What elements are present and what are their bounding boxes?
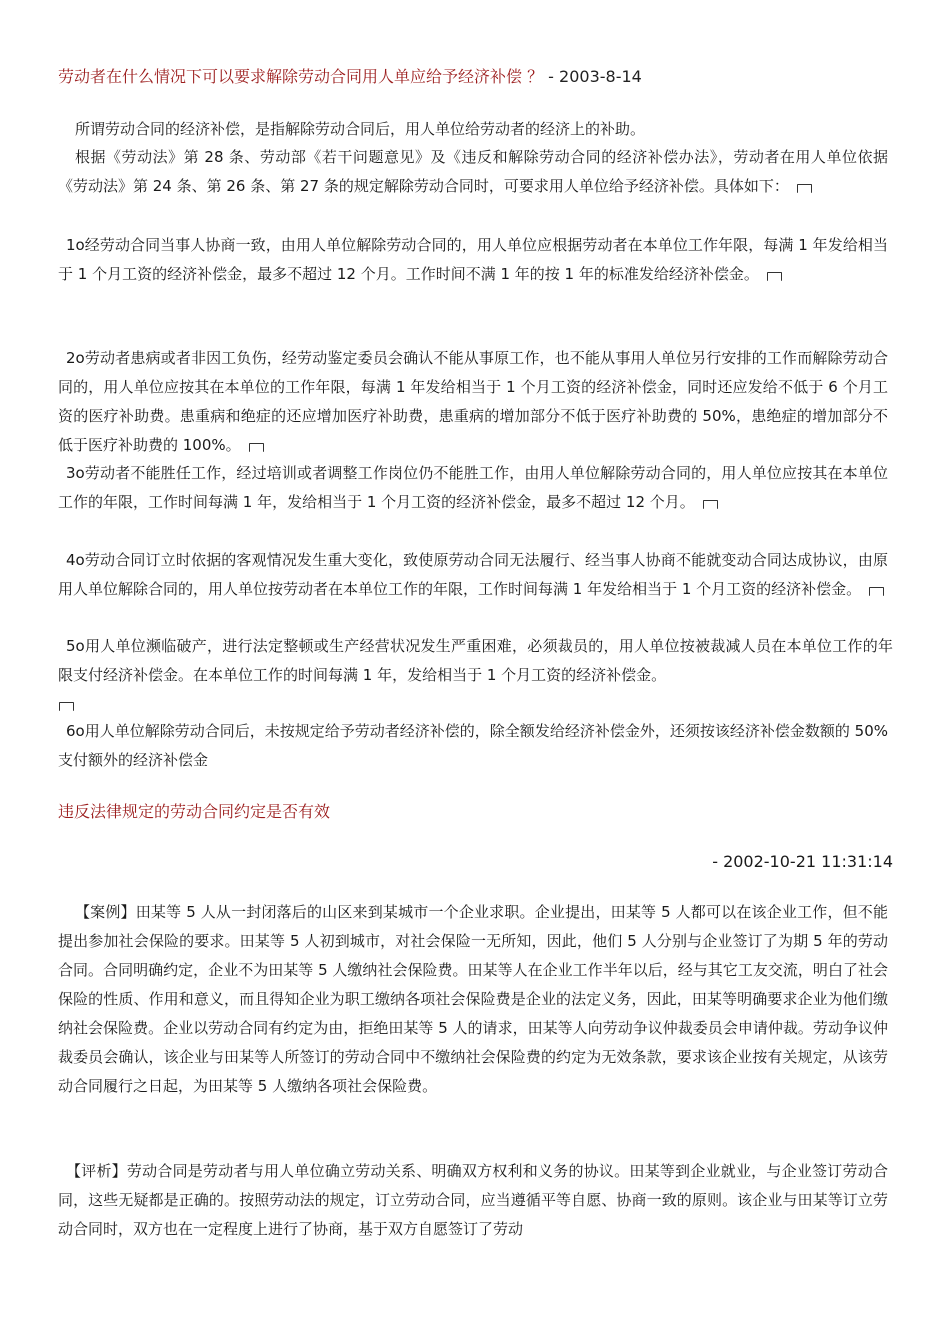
paragraph-mark-icon [59, 702, 74, 711]
article1-item-6: 6o用人单位解除劳动合同后，未按规定给予劳动者经济补偿的，除全额发给经济补偿金外，还须按该经济补偿金数额的 50%支付额外的经济补偿金 [58, 722, 888, 769]
article1-heading [58, 66, 893, 88]
paragraph-mark-icon [249, 443, 264, 452]
paragraph-mark-icon [797, 184, 812, 193]
item-text: 1o经劳动合同当事人协商一致，由用人单位解除劳动合同的，用人单位应根据劳动者在本单位工作年限，每满 1 年发给相当于 1 个月工资的经济补偿金，最多不超过 12 个月。工作时间不满 1 年的按 1 年的标准发给经济补偿金。 [58, 236, 888, 283]
article1-title: 劳动者在什么情况下可以要求解除劳动合同用人单应给予经济补偿 ？ [58, 67, 544, 86]
article2-date: - 2002-10-21 11:31:14 [712, 852, 893, 871]
article1-item-5 [58, 632, 893, 690]
article2-title: 违反法律规定的劳动合同约定是否有效 [58, 802, 331, 821]
paragraph-mark-icon [767, 272, 782, 281]
article1-para-2-text: 根据《劳动法》第 28 条、劳动部《若干问题意见》及《违反和解除劳动合同的经济补偿办法》，劳动者在用人单位依据《劳动法》第 24 条、第 26 条、第 27 条的规定解除劳动合同时，可要求用人单位给予经济补偿。具体如下： [58, 148, 888, 195]
paragraph-mark-icon [703, 500, 718, 509]
item-text: 2o劳动者患病或者非因工负伤，经劳动鉴定委员会确认不能从事原工作，也不能从事用人单位另行安排的工作而解除劳动合同的，用人单位应按其在本单位的工作年限，每满 1 年发给相当于 1 个月工资的经济补偿金，同时还应发给不低于 6 个月工资的医疗补助费。患重病和绝症的还应增加医疗补助费，患重病的增加部分不低于医疗补助费的 50%，患绝症的增加部分不低于医疗补助费的 100%。 [58, 349, 888, 454]
article1-item-2 [58, 344, 888, 460]
article1-item-3 [58, 459, 888, 517]
article2-case: 【案例】田某等 5 人从一封闭落后的山区来到某城市一个企业求职。企业提出，田某等 5 人都可以在该企业工作，但不能提出参加社会保险的要求。田某等 5 人初到城市，对社会保险一无所知，因此，他们 5 人分别与企业签订了为期 5 年的劳动合同。合同明确约定，企业不为田某等 5 人缴纳社会保险费。田某等人在企业工作半年以后，经与其它工友交流，明白了社会保险的性质、作用和意义，而且得知企业为职工缴纳各项社会保险费是企业的法定义务，因此，田某等明确要求企业为他们缴纳社会保险费。企业以劳动合同有约定为由，拒绝田某等 5 人的请求，田某等人向劳动争议仲裁委员会申请仲裁。劳动争议仲裁委员会确认，该企业与田某等人所签订的劳动合同中不缴纳社会保险费的约定为无效条款，要求该企业按有关规定，从该劳动合同履行之日起，为田某等 5 人缴纳各项社会保险费。 [58, 903, 888, 1095]
article1-para-2 [58, 143, 888, 201]
article1-date: - 2003-8-14 [543, 67, 642, 86]
paragraph-mark-icon [869, 587, 884, 596]
item-text: 5o用人单位濒临破产，进行法定整顿或生产经营状况发生严重困难，必须裁员的，用人单位按被裁减人员在本单位工作的年限支付经济补偿金。在本单位工作的时间每满 1 年，发给相当于 1 个月工资的经济补偿金。 [58, 637, 893, 684]
article1-item-1 [58, 231, 888, 289]
article1-para-1: 所谓劳动合同的经济补偿，是指解除劳动合同后，用人单位给劳动者的经济上的补助。 [75, 120, 646, 138]
item-text: 3o劳动者不能胜任工作，经过培训或者调整工作岗位仍不能胜工作，由用人单位解除劳动合同的，用人单位应按其在本单位工作的年限，工作时间每满 1 年，发给相当于 1 个月工资的经济补偿金，最多不超过 12 个月。 [58, 464, 888, 511]
article2-comment: 【评析】劳动合同是劳动者与用人单位确立劳动关系、明确双方权利和义务的协议。田某等到企业就业，与企业签订劳动合同，这些无疑都是正确的。按照劳动法的规定，订立劳动合同，应当遵循平等自愿、协商一致的原则。该企业与田某等订立劳动合同时，双方也在一定程度上进行了协商，基于双方自愿签订了劳动 [58, 1162, 888, 1238]
item-text: 4o劳动合同订立时依据的客观情况发生重大变化，致使原劳动合同无法履行、经当事人协商不能就变动合同达成协议，由原用人单位解除合同的，用人单位按劳动者在本单位工作的年限，工作时间每满 1 年发给相当于 1 个月工资的经济补偿金。 [58, 551, 888, 598]
article1-item-4 [58, 546, 888, 604]
